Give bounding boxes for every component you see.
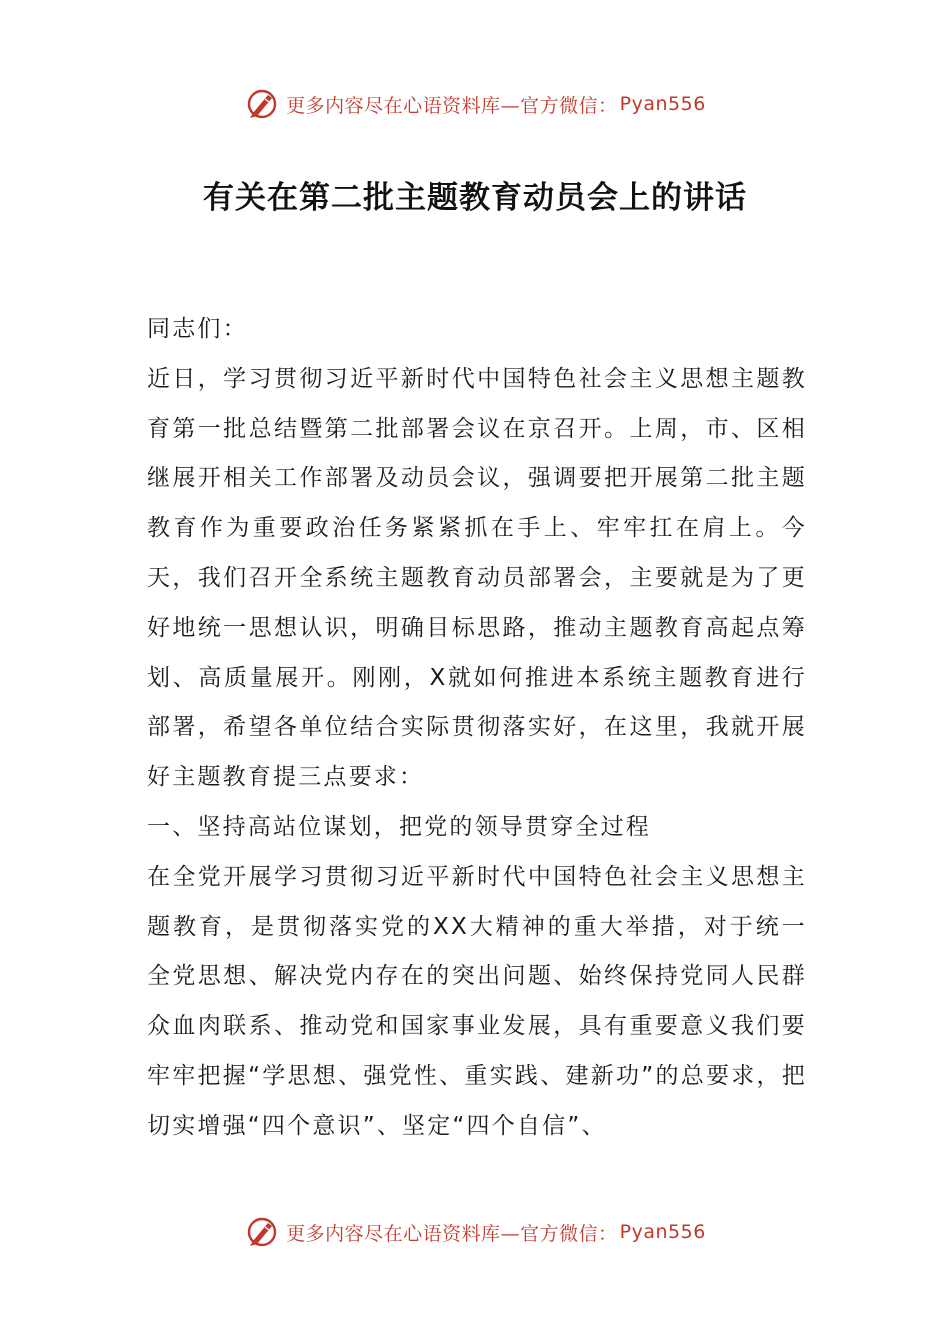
section-heading-1: 一、坚持高站位谋划，把党的领导贯穿全过程 xyxy=(147,813,651,840)
watermark-text: 更多内容尽在心语资料库—官方微信： xyxy=(286,1222,618,1245)
watermark-text: 更多内容尽在心语资料库—官方微信： xyxy=(286,94,618,117)
salutation: 同志们： xyxy=(147,316,248,342)
watermark-wechat-id: Pyan556 xyxy=(619,93,706,115)
document-body xyxy=(147,305,807,1152)
paragraph-section-1: 在全党开展学习贯彻习近平新时代中国特色社会主义思想主题教育，是贯彻落实党的XX大精神的重大举措，对于统一全党思想、解决党内存在的突出问题、始终保持党同人民群众血肉联系、推动党和国家事业发展，具有重要意义我们要牢牢把握“学思想、强党性、重实践、建新功”的总要求，把切实增强“四个意识”、坚定“四个自信”、 xyxy=(147,863,807,1139)
pen-logo-icon xyxy=(244,1214,280,1250)
footer-watermark xyxy=(0,1210,950,1254)
pen-logo-icon xyxy=(244,86,280,122)
paragraph-intro: 近日，学习贯彻习近平新时代中国特色社会主义思想主题教育第一批总结暨第二批部署会议在京召开。上周，市、区相继展开相关工作部署及动员会议，强调要把开展第二批主题教育作为重要政治任务紧紧抓在手上、牢牢扛在肩上。今天，我们召开全系统主题教育动员部署会，主要就是为了更好地统一思想认识，明确目标思路，推动主题教育高起点筹划、高质量展开。刚刚，X就如何推进本系统主题教育进行部署，希望各单位结合实际贯彻落实好，在这里，我就开展好主题教育提三点要求： xyxy=(147,365,807,791)
watermark-wechat-id: Pyan556 xyxy=(619,1221,706,1243)
header-watermark xyxy=(0,82,950,126)
document-title: 有关在第二批主题教育动员会上的讲话 xyxy=(203,180,747,216)
